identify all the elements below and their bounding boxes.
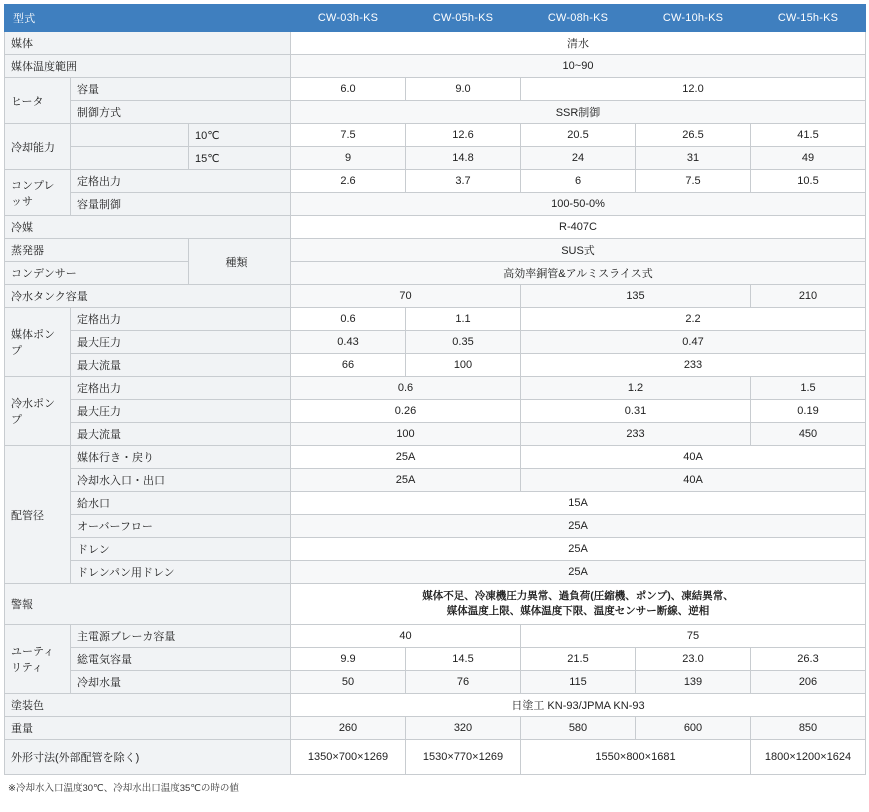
- value-piping-cooling-water-1: 40A: [521, 469, 866, 492]
- table-row: [5, 740, 866, 775]
- value-piping-water-supply: 15A: [291, 492, 866, 515]
- value-utility-total-power-4: 26.3: [751, 648, 866, 671]
- value-piping-drain: 25A: [291, 538, 866, 561]
- row-label-medium-temp-range: 媒体温度範囲: [5, 55, 291, 78]
- row-label-utility-breaker: 主電源ブレーカ容量: [71, 625, 291, 648]
- row-label-compressor-rated-output: 定格出力: [71, 170, 291, 193]
- value-compressor-output-2: 6: [521, 170, 636, 193]
- value-medium: 清水: [291, 32, 866, 55]
- row-label-heater-capacity: 容量: [71, 78, 291, 101]
- row-label-paint-color: 塗装色: [5, 694, 291, 717]
- row-label-cold-water-pump: 冷水ポンプ: [5, 377, 71, 446]
- value-cooling-15c-4: 49: [751, 147, 866, 170]
- value-heater-capacity-0: 6.0: [291, 78, 406, 101]
- table-row: [5, 101, 866, 124]
- row-label-cold-water-pump-flow: 最大流量: [71, 423, 291, 446]
- value-dimensions-2: 1550×800×1681: [521, 740, 751, 775]
- value-piping-drain-pan: 25A: [291, 561, 866, 584]
- value-medium-pump-output-2: 2.2: [521, 308, 866, 331]
- value-cooling-10c-4: 41.5: [751, 124, 866, 147]
- header-model-label: 型式: [5, 5, 291, 32]
- row-label-cooling-capacity: 冷却能力: [5, 124, 71, 170]
- table-row: [5, 446, 866, 469]
- table-row: [5, 423, 866, 446]
- value-heater-capacity-1: 9.0: [406, 78, 521, 101]
- value-cold-water-pump-output-0: 0.6: [291, 377, 521, 400]
- value-cold-water-tank-1: 135: [521, 285, 751, 308]
- value-compressor-output-4: 10.5: [751, 170, 866, 193]
- row-label-type: 種類: [189, 239, 291, 285]
- value-utility-breaker-0: 40: [291, 625, 521, 648]
- row-label-piping-drain: ドレン: [71, 538, 291, 561]
- row-label-utility: ユーティリティ: [5, 625, 71, 694]
- value-cooling-10c-3: 26.5: [636, 124, 751, 147]
- value-utility-total-power-2: 21.5: [521, 648, 636, 671]
- value-heater-capacity-2: 12.0: [521, 78, 866, 101]
- row-label-cold-water-pump-output: 定格出力: [71, 377, 291, 400]
- header-model-1: CW-05h-KS: [406, 5, 521, 32]
- table-row: [5, 515, 866, 538]
- table-row: [5, 55, 866, 78]
- value-cooling-10c-1: 12.6: [406, 124, 521, 147]
- value-cold-water-pump-flow-0: 100: [291, 423, 521, 446]
- value-dimensions-3: 1800×1200×1624: [751, 740, 866, 775]
- value-cold-water-pump-output-1: 1.2: [521, 377, 751, 400]
- footnote: ※冷却水入口温度30℃、冷却水出口温度35℃の時の値: [8, 783, 239, 794]
- value-compressor-capacity-control: 100-50-0%: [291, 193, 866, 216]
- value-cold-water-tank-2: 210: [751, 285, 866, 308]
- value-utility-total-power-3: 23.0: [636, 648, 751, 671]
- value-utility-cooling-water-1: 76: [406, 671, 521, 694]
- value-medium-pump-pressure-0: 0.43: [291, 331, 406, 354]
- row-label-heater-control: 制御方式: [71, 101, 291, 124]
- row-label-piping-medium-line: 媒体行き・戻り: [71, 446, 291, 469]
- value-evaporator: SUS式: [291, 239, 866, 262]
- value-piping-medium-line-0: 25A: [291, 446, 521, 469]
- value-medium-temp-range: 10~90: [291, 55, 866, 78]
- value-medium-pump-output-0: 0.6: [291, 308, 406, 331]
- table-row: [5, 561, 866, 584]
- table-row: [5, 717, 866, 740]
- value-utility-cooling-water-3: 139: [636, 671, 751, 694]
- row-label-medium-pump: 媒体ポンプ: [5, 308, 71, 377]
- table-row: [5, 308, 866, 331]
- value-medium-pump-pressure-1: 0.35: [406, 331, 521, 354]
- row-label-medium-pump-pressure: 最大圧力: [71, 331, 291, 354]
- alarm-line-2: 媒体温度上限、媒体温度下限、温度センサー断線、逆相: [446, 605, 710, 617]
- value-medium-pump-flow-1: 100: [406, 354, 521, 377]
- value-piping-overflow: 25A: [291, 515, 866, 538]
- table-row: [5, 400, 866, 423]
- table-row: [5, 331, 866, 354]
- row-label-piping-cooling-water: 冷却水入口・出口: [71, 469, 291, 492]
- value-refrigerant: R-407C: [291, 216, 866, 239]
- value-cold-water-tank-0: 70: [291, 285, 521, 308]
- value-medium-pump-flow-0: 66: [291, 354, 406, 377]
- header-model-0: CW-03h-KS: [291, 5, 406, 32]
- table-row: [5, 170, 866, 193]
- value-cooling-10c-0: 7.5: [291, 124, 406, 147]
- value-cold-water-pump-flow-1: 233: [521, 423, 751, 446]
- row-label-dimensions: 外形寸法(外部配管を除く): [5, 740, 291, 775]
- table-row: [5, 239, 866, 262]
- value-medium-pump-flow-2: 233: [521, 354, 866, 377]
- table-row: [5, 648, 866, 671]
- table-row: [5, 492, 866, 515]
- table-header-row: [5, 5, 866, 32]
- spacer-cell: [71, 124, 189, 147]
- value-cooling-15c-1: 14.8: [406, 147, 521, 170]
- row-label-weight: 重量: [5, 717, 291, 740]
- table-row: [5, 469, 866, 492]
- header-model-4: CW-15h-KS: [751, 5, 866, 32]
- row-label-piping-drain-pan: ドレンパン用ドレン: [71, 561, 291, 584]
- table-row: [5, 354, 866, 377]
- value-weight-4: 850: [751, 717, 866, 740]
- row-label-medium: 媒体: [5, 32, 291, 55]
- row-label-refrigerant: 冷媒: [5, 216, 291, 239]
- value-utility-breaker-1: 75: [521, 625, 866, 648]
- value-weight-2: 580: [521, 717, 636, 740]
- value-cold-water-pump-output-2: 1.5: [751, 377, 866, 400]
- spacer-cell: [71, 147, 189, 170]
- value-cooling-15c-2: 24: [521, 147, 636, 170]
- value-piping-medium-line-1: 40A: [521, 446, 866, 469]
- header-model-2: CW-08h-KS: [521, 5, 636, 32]
- row-label-cooling-15c: 15℃: [189, 147, 291, 170]
- specification-table: [4, 4, 866, 775]
- value-medium-pump-output-1: 1.1: [406, 308, 521, 331]
- value-piping-cooling-water-0: 25A: [291, 469, 521, 492]
- value-condenser: 高効率銅管&アルミスライス式: [291, 262, 866, 285]
- row-label-condenser: コンデンサー: [5, 262, 189, 285]
- value-paint-color: 日塗工 KN-93/JPMA KN-93: [291, 694, 866, 717]
- table-row: [5, 377, 866, 400]
- table-row: [5, 538, 866, 561]
- row-label-cold-water-tank: 冷水タンク容量: [5, 285, 291, 308]
- row-label-heater: ヒータ: [5, 78, 71, 124]
- table-row: [5, 147, 866, 170]
- value-cold-water-pump-pressure-2: 0.19: [751, 400, 866, 423]
- row-label-piping-water-supply: 給水口: [71, 492, 291, 515]
- row-label-evaporator: 蒸発器: [5, 239, 189, 262]
- alarm-line-1: 媒体不足、冷凍機圧力異常、過負荷(圧縮機、ポンプ)、凍結異常、: [422, 589, 734, 602]
- value-weight-3: 600: [636, 717, 751, 740]
- row-label-cold-water-pump-pressure: 最大圧力: [71, 400, 291, 423]
- value-utility-cooling-water-4: 206: [751, 671, 866, 694]
- row-label-compressor: コンプレッサ: [5, 170, 71, 216]
- table-row: [5, 193, 866, 216]
- value-utility-cooling-water-2: 115: [521, 671, 636, 694]
- value-compressor-output-3: 7.5: [636, 170, 751, 193]
- header-model-3: CW-10h-KS: [636, 5, 751, 32]
- table-row: [5, 671, 866, 694]
- table-row: [5, 584, 866, 625]
- value-cold-water-pump-flow-2: 450: [751, 423, 866, 446]
- value-alarm: [291, 584, 866, 625]
- row-label-compressor-capacity-control: 容量制御: [71, 193, 291, 216]
- table-row: [5, 216, 866, 239]
- row-label-piping: 配管径: [5, 446, 71, 584]
- value-weight-1: 320: [406, 717, 521, 740]
- value-cooling-10c-2: 20.5: [521, 124, 636, 147]
- table-row: [5, 262, 866, 285]
- value-heater-control: SSR制御: [291, 101, 866, 124]
- value-utility-cooling-water-0: 50: [291, 671, 406, 694]
- value-cooling-15c-3: 31: [636, 147, 751, 170]
- row-label-medium-pump-flow: 最大流量: [71, 354, 291, 377]
- row-label-medium-pump-output: 定格出力: [71, 308, 291, 331]
- value-utility-total-power-0: 9.9: [291, 648, 406, 671]
- table-row: [5, 32, 866, 55]
- table-row: [5, 694, 866, 717]
- table-row: [5, 625, 866, 648]
- value-weight-0: 260: [291, 717, 406, 740]
- value-cold-water-pump-pressure-0: 0.26: [291, 400, 521, 423]
- value-compressor-output-1: 3.7: [406, 170, 521, 193]
- value-medium-pump-pressure-2: 0.47: [521, 331, 866, 354]
- row-label-cooling-10c: 10℃: [189, 124, 291, 147]
- table-row: [5, 285, 866, 308]
- table-row: [5, 78, 866, 101]
- value-cooling-15c-0: 9: [291, 147, 406, 170]
- row-label-alarm: 警報: [5, 584, 291, 625]
- value-dimensions-1: 1530×770×1269: [406, 740, 521, 775]
- table-row: [5, 124, 866, 147]
- row-label-utility-total-power: 総電気容量: [71, 648, 291, 671]
- value-dimensions-0: 1350×700×1269: [291, 740, 406, 775]
- value-utility-total-power-1: 14.5: [406, 648, 521, 671]
- row-label-utility-cooling-water-volume: 冷却水量: [71, 671, 291, 694]
- value-cold-water-pump-pressure-1: 0.31: [521, 400, 751, 423]
- value-compressor-output-0: 2.6: [291, 170, 406, 193]
- row-label-piping-overflow: オーバーフロー: [71, 515, 291, 538]
